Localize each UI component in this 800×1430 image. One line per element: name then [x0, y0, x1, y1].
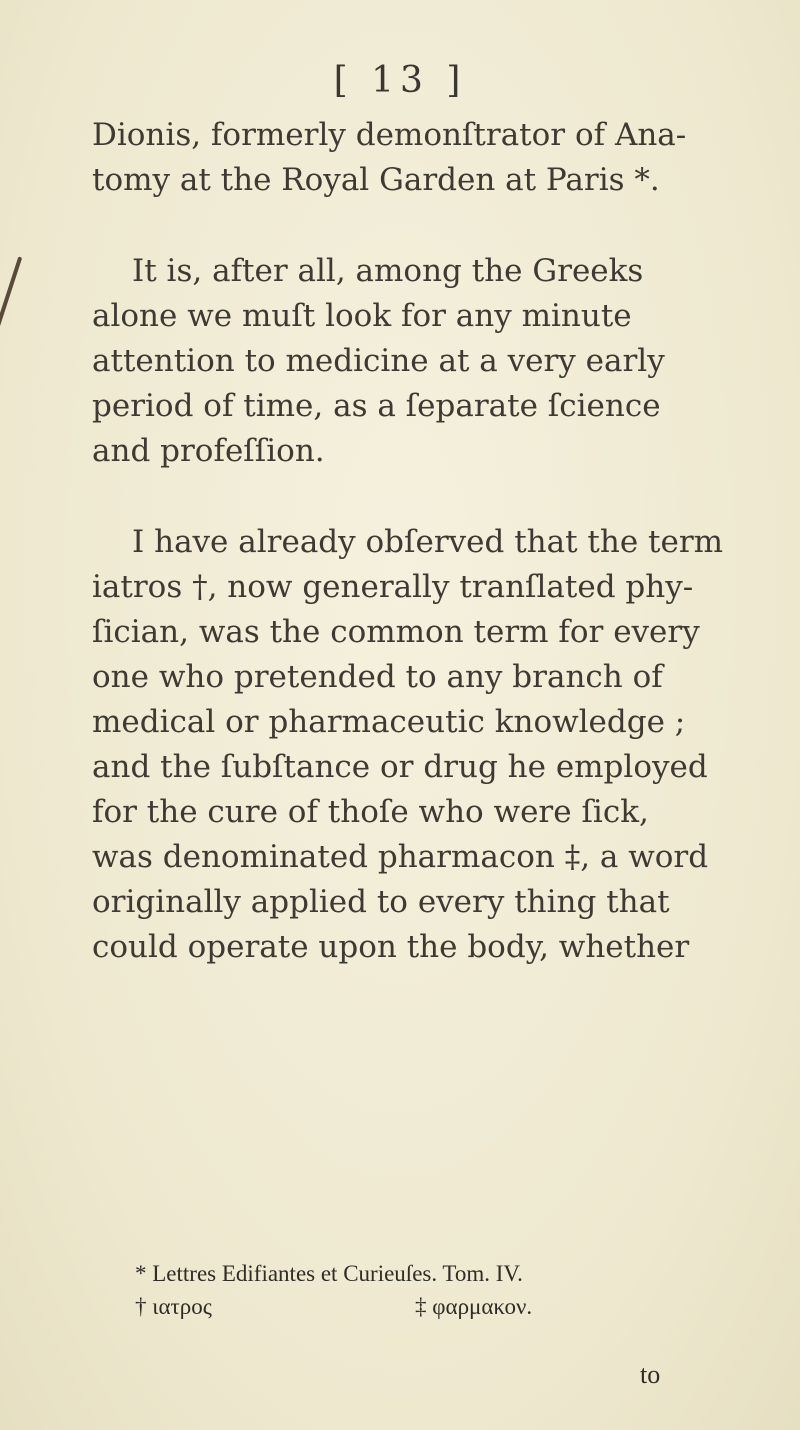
catchword: to	[640, 1360, 661, 1389]
text-line: It is, after all, among the Greeks	[132, 253, 644, 289]
footnote-star	[135, 1257, 735, 1290]
text-line: could operate upon the body, whether	[92, 929, 690, 965]
footnote-double-dagger: ‡ φαρμακον.	[415, 1294, 533, 1319]
margin-ink-mark	[0, 256, 22, 333]
text-line: ſician, was the common term for every	[92, 614, 700, 650]
paragraph-3	[92, 520, 792, 970]
text-line: Dionis, formerly demonſtrator of Ana-	[92, 117, 687, 153]
text-line: medical or pharmaceutic knowledge ;	[92, 704, 686, 740]
text-line: iatros †, now generally tranſlated phy-	[92, 569, 694, 605]
text-line: and profeſſion.	[92, 433, 325, 469]
text-line: period of time, as a ſeparate ſcience	[92, 388, 661, 424]
text-line: originally applied to every thing that	[92, 884, 670, 920]
text-line: one who pretended to any branch of	[92, 659, 663, 695]
footnote-daggers	[135, 1290, 735, 1323]
footnotes	[135, 1257, 735, 1323]
paragraph-1	[92, 113, 792, 203]
paragraph-2	[92, 249, 792, 474]
footnote-dagger: † ιατρος	[135, 1294, 212, 1319]
text-line: was denominated pharmacon ‡, a word	[92, 839, 709, 875]
text-line: tomy at the Royal Garden at Paris *.	[92, 162, 660, 198]
page-number: [ 13 ]	[333, 60, 467, 101]
text-line: I have already obſerved that the term	[132, 524, 724, 560]
body-text	[92, 113, 792, 970]
text-line: alone we muſt look for any minute	[92, 298, 632, 334]
text-line: attention to medicine at a very early	[92, 343, 665, 379]
footnote-text: * Lettres Edifiantes et Curieuſes. Tom. IV.	[135, 1261, 523, 1286]
text-line: and the ſubſtance or drug he employed	[92, 749, 708, 785]
text-line: for the cure of thoſe who were ſick,	[92, 794, 649, 830]
